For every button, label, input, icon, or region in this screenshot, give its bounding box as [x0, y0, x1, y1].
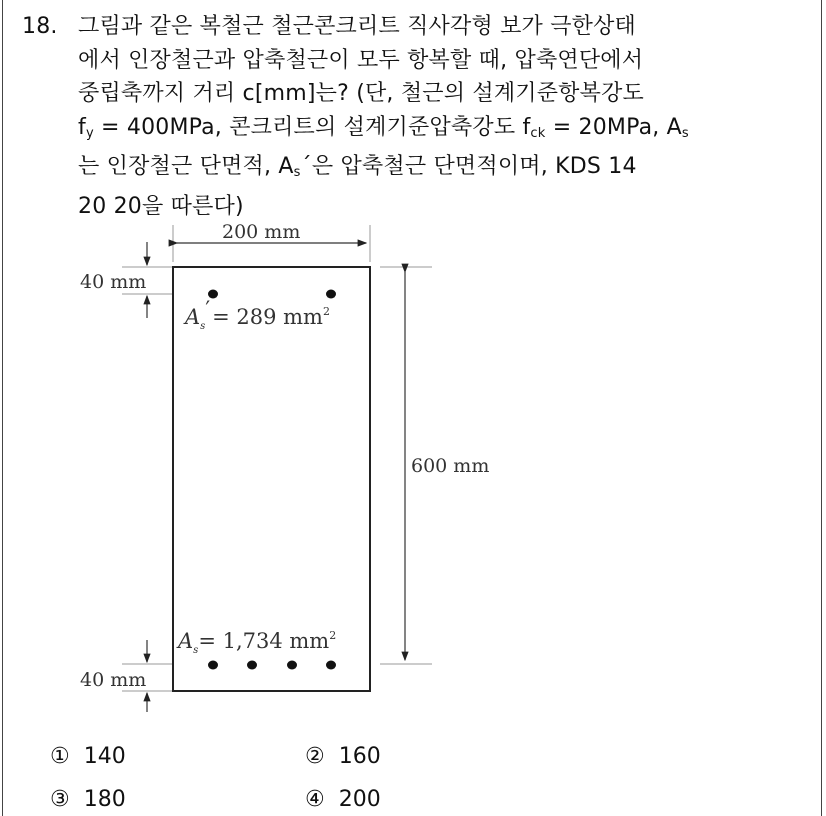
- option-1[interactable]: ① 140: [50, 744, 126, 769]
- question-number: 18.: [22, 14, 58, 39]
- compression-steel-label: $A_s'= 289$ $mm^2$: [185, 297, 330, 332]
- option-2[interactable]: ② 160: [305, 744, 381, 769]
- question-line: 20 20을 따른다): [78, 193, 244, 219]
- rebars: [208, 290, 336, 670]
- bottom-cover-label: 40 mm: [80, 669, 147, 691]
- top-cover-label: 40 mm: [80, 271, 147, 293]
- question-line: 에서 인장철근과 압축철근이 모두 항복할 때, 압축연단에서: [78, 47, 644, 73]
- question-line: $f_y = 400MPa$, 콘크리트의 설계기준압축강도 $f_{ck} = 20MPa$, $A_s$: [78, 114, 689, 141]
- option-4[interactable]: ④ 200: [305, 787, 381, 812]
- tension-bar: [326, 661, 336, 670]
- question-line: 중립축까지 거리 c[mm]는? (단, 철근의 설계기준항복강도: [78, 81, 644, 107]
- height-label: 600 mm: [411, 455, 490, 477]
- width-label: 200 mm: [222, 221, 301, 243]
- tension-bar: [287, 661, 297, 670]
- option-3[interactable]: ③ 180: [50, 787, 126, 812]
- tension-bar: [247, 661, 257, 670]
- tension-bar: [208, 661, 218, 670]
- tension-steel-label: $A_s= 1,734$ $mm^2$: [178, 629, 337, 656]
- compression-bar: [326, 290, 336, 299]
- question-line: 그림과 같은 복철근 철근콘크리트 직사각형 보가 극한상태: [78, 14, 637, 39]
- question-line: 는 인장철근 단면적, $A_s´$은 압축철근 단면적이며, KDS 14: [78, 154, 637, 181]
